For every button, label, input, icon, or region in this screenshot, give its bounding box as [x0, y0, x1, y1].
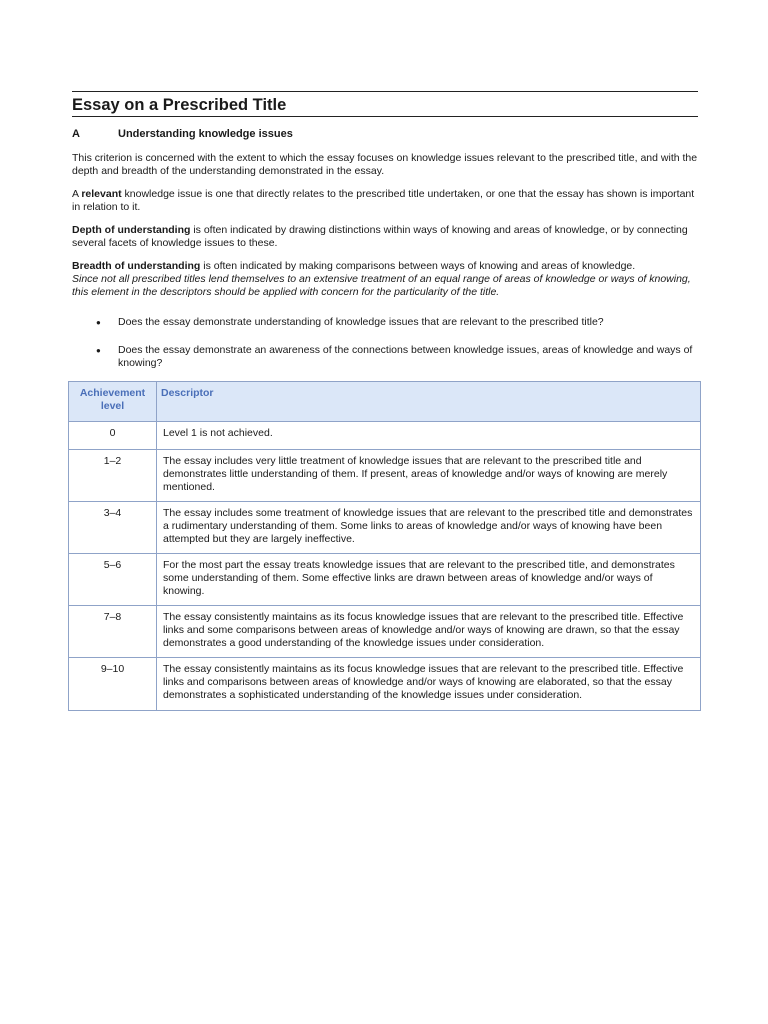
level-cell: 1–2	[69, 450, 157, 502]
list-item	[72, 316, 698, 329]
table-header-row	[69, 382, 701, 422]
level-cell: 9–10	[69, 658, 157, 711]
criterion-letter: A	[72, 128, 80, 140]
breadth-paragraph	[72, 260, 698, 299]
breadth-note: Since not all prescribed titles lend themselves to an extensive treatment of an equal range of areas of knowledge or ways of knowing, this element in the descriptors should be applied with concern for the particularity of the title.	[72, 273, 691, 298]
criterion-heading	[72, 127, 698, 141]
title-rule-top	[72, 91, 698, 92]
descriptor-cell: Level 1 is not achieved.	[157, 422, 701, 450]
table-row	[69, 502, 701, 554]
criterion-title: Understanding knowledge issues	[118, 128, 293, 140]
table-row	[69, 422, 701, 450]
table-row	[69, 658, 701, 711]
list-item	[72, 344, 698, 370]
question-text: Does the essay demonstrate an awareness of the connections between knowledge issues, areas of knowledge and ways of knowing?	[118, 344, 693, 369]
table-row	[69, 450, 701, 502]
level-cell: 7–8	[69, 606, 157, 658]
page-title: Essay on a Prescribed Title	[72, 96, 287, 114]
question-text: Does the essay demonstrate understanding of knowledge issues that are relevant to the prescribed title?	[118, 316, 604, 328]
column-header-descriptor: Descriptor	[157, 382, 701, 422]
breadth-term: Breadth of understanding	[72, 260, 201, 272]
intro-paragraph: This criterion is concerned with the extent to which the essay focuses on knowledge issues relevant to the prescribed title, and with the depth and breadth of the understanding demonstrated in the essay.	[72, 152, 698, 177]
depth-paragraph	[72, 224, 698, 250]
descriptor-cell: The essay includes very little treatment of knowledge issues that are relevant to the prescribed title and demonstrates little understanding of them. If present, areas of knowledge and/or ways of knowing are merely mentioned.	[157, 450, 701, 502]
title-rule-bottom	[72, 116, 698, 117]
level-cell: 3–4	[69, 502, 157, 554]
bullet-icon: ●	[96, 346, 101, 355]
relevant-term: relevant	[81, 188, 122, 200]
depth-definition: is often indicated by drawing distinctions within ways of knowing and areas of knowledge, or by connecting several facets of knowledge issues to these.	[72, 224, 688, 249]
relevant-prefix: A	[72, 188, 82, 200]
descriptor-cell: The essay consistently maintains as its focus knowledge issues that are relevant to the prescribed title. Effective links and some comparisons between areas of knowledge and/or ways of knowing are drawn, so that the essay demonstrates a good understanding of the knowledge issues under consideration.	[157, 606, 701, 658]
table-row	[69, 554, 701, 606]
relevant-definition: knowledge issue is one that directly relates to the prescribed title undertaken, or one that the essay has shown is important in relation to it.	[72, 188, 695, 213]
rubric-table	[68, 381, 701, 711]
document-page	[72, 91, 698, 385]
depth-term: Depth of understanding	[72, 224, 191, 236]
relevant-paragraph	[72, 188, 698, 214]
table-row	[69, 606, 701, 658]
descriptor-cell: The essay consistently maintains as its focus knowledge issues that are relevant to the prescribed title. Effective links and comparisons between areas of knowledge and/or ways of knowing are elaborated, so that the essay demonstrates a sophisticated understanding of the knowledge issues under consideration.	[157, 658, 701, 711]
level-cell: 0	[69, 422, 157, 450]
column-header-level: Achievement level	[69, 382, 157, 422]
descriptor-cell: The essay includes some treatment of knowledge issues that are relevant to the prescribed title and demonstrates a rudimentary understanding of them. Some links to areas of knowledge and/or ways of knowing have been attempted but they are largely ineffective.	[157, 502, 701, 554]
bullet-icon: ●	[96, 318, 101, 327]
descriptor-cell: For the most part the essay treats knowledge issues that are relevant to the prescribed title, and demonstrates some understanding of them. Some effective links are drawn between areas of knowledge and/or ways of knowing.	[157, 554, 701, 606]
breadth-definition: is often indicated by making comparisons between ways of knowing and areas of knowledge.	[200, 260, 636, 272]
level-cell: 5–6	[69, 554, 157, 606]
guiding-questions	[72, 316, 698, 370]
